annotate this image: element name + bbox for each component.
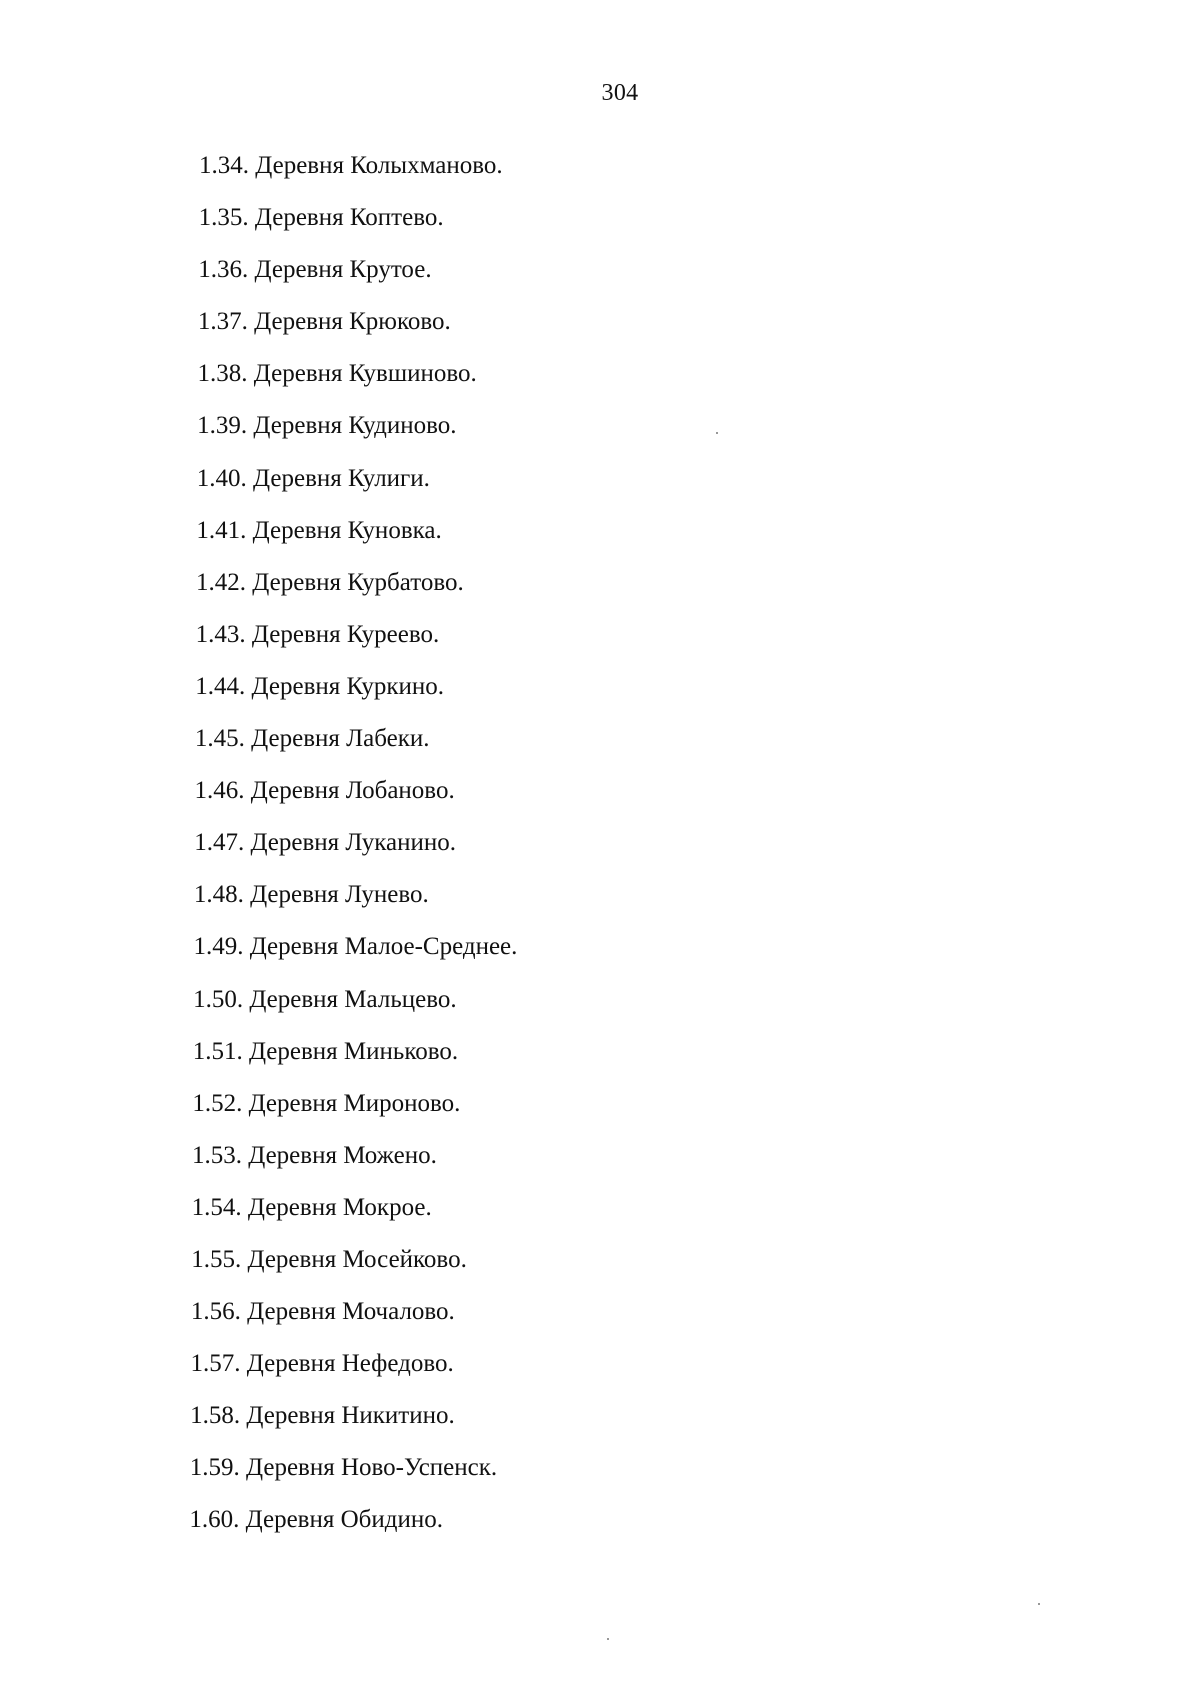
list-item-text: 1.47. Деревня Луканино. xyxy=(194,829,457,857)
list-item-text: 1.45. Деревня Лабеки. xyxy=(194,725,430,753)
list-item xyxy=(0,921,1200,973)
list-item xyxy=(0,869,1200,921)
list-item xyxy=(0,1286,1200,1338)
list-item-text: 1.38. Деревня Кувшиново. xyxy=(197,360,477,388)
list-item xyxy=(0,817,1200,869)
list-item xyxy=(0,1026,1200,1078)
list-item xyxy=(0,505,1200,557)
list-item-text: 1.53. Деревня Можено. xyxy=(191,1141,437,1169)
list-item xyxy=(0,244,1200,296)
list-item-text: 1.40. Деревня Кулиги. xyxy=(196,464,430,492)
list-item-text: 1.52. Деревня Мироново. xyxy=(192,1089,461,1117)
list-item-text: 1.44. Деревня Куркино. xyxy=(195,672,444,700)
list-item xyxy=(0,557,1200,609)
list-item-text: 1.51. Деревня Миньково. xyxy=(192,1037,459,1065)
list-item-text: 1.50. Деревня Мальцево. xyxy=(193,985,457,1013)
list-item xyxy=(0,1494,1200,1546)
list-item-text: 1.54. Деревня Мокрое. xyxy=(191,1193,432,1221)
list-item-text: 1.42. Деревня Курбатово. xyxy=(196,568,464,596)
list-item xyxy=(0,1182,1200,1234)
list-item xyxy=(0,453,1200,505)
list-item xyxy=(0,1078,1200,1130)
list-item-text: 1.59. Деревня Ново-Успенск. xyxy=(189,1454,498,1482)
list-item xyxy=(0,400,1200,452)
list-item-text: 1.48. Деревня Лунево. xyxy=(193,881,429,909)
list-item-text: 1.56. Деревня Мочалово. xyxy=(190,1298,455,1326)
list-item xyxy=(0,1390,1200,1442)
list-item-text: 1.49. Деревня Малое-Среднее. xyxy=(193,933,518,961)
list-item-text: 1.39. Деревня Кудиново. xyxy=(197,412,457,440)
list-item xyxy=(0,1130,1200,1182)
list-item-text: 1.55. Деревня Мосейково. xyxy=(191,1245,467,1273)
list-item xyxy=(0,296,1200,348)
list-item xyxy=(0,140,1200,192)
list-item-text: 1.37. Деревня Крюково. xyxy=(197,308,451,336)
list-item-text: 1.43. Деревня Куреево. xyxy=(195,620,440,648)
settlement-list xyxy=(0,140,1200,1547)
list-item-text: 1.60. Деревня Обидино. xyxy=(189,1506,443,1534)
list-item-text: 1.58. Деревня Никитино. xyxy=(190,1402,455,1430)
list-item-text: 1.36. Деревня Крутое. xyxy=(198,256,432,284)
list-item-text: 1.34. Деревня Колыхманово. xyxy=(199,152,503,179)
list-item xyxy=(0,1234,1200,1286)
list-item xyxy=(0,192,1200,244)
list-item xyxy=(0,609,1200,661)
list-item xyxy=(0,974,1200,1026)
list-item xyxy=(0,661,1200,713)
list-item-text: 1.46. Деревня Лобаново. xyxy=(194,777,455,805)
page-number: 304 xyxy=(601,80,639,106)
scan-speck xyxy=(607,1638,609,1640)
list-item xyxy=(0,765,1200,817)
list-item-text: 1.41. Деревня Куновка. xyxy=(196,516,442,544)
list-item xyxy=(0,1442,1200,1494)
scan-speck xyxy=(1038,1603,1040,1605)
list-item-text: 1.35. Деревня Коптево. xyxy=(198,204,444,232)
list-item xyxy=(0,1338,1200,1390)
list-item-text: 1.57. Деревня Нефедово. xyxy=(190,1350,454,1378)
scan-speck xyxy=(716,432,718,434)
list-item xyxy=(0,348,1200,400)
list-item xyxy=(0,713,1200,765)
